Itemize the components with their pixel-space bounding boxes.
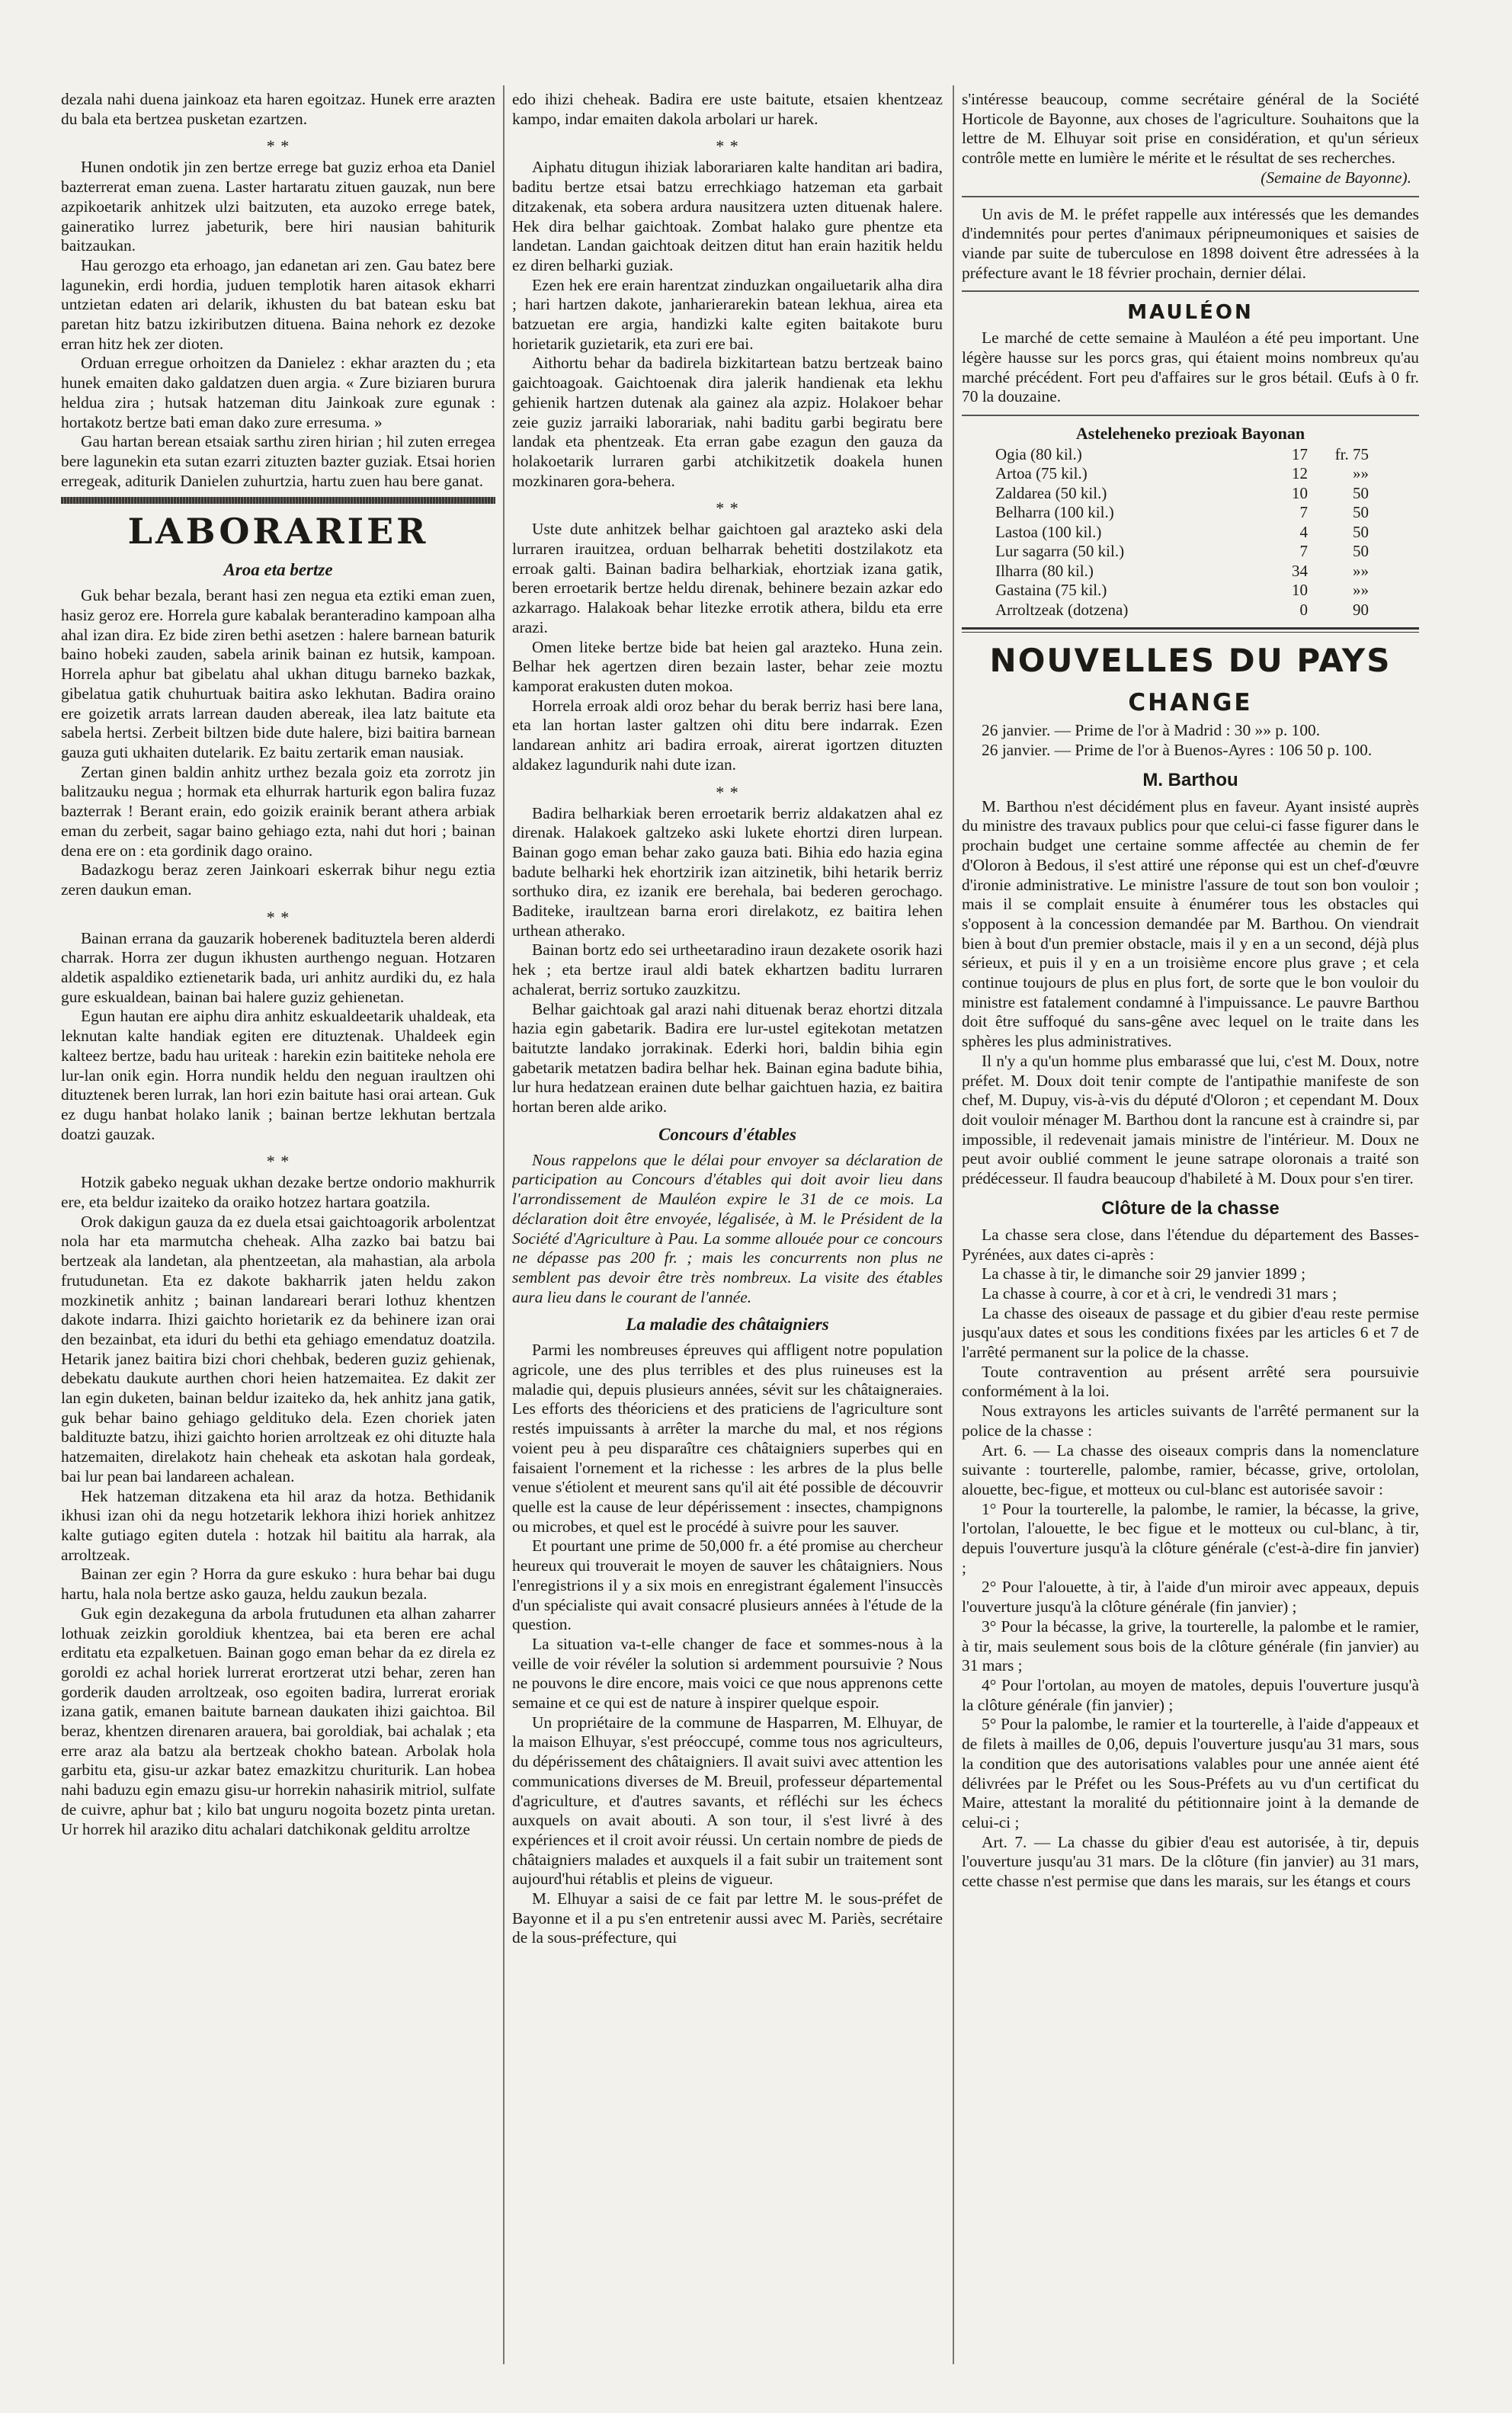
maladie-heading: La maladie des châtaigniers [626,1315,829,1335]
price-row: Belharra (100 kil.) 7 50 [995,503,1369,522]
chasse-paragraph: La chasse des oiseaux de passage et du gibier d'eau reste permise jusqu'aux dates et sous les conditions fixées par les articles 6 et 7 de l'arrêté permanent sur la police de la chasse. [962,1303,1419,1362]
barthou-paragraph: M. Barthou n'est décidément plus en faveur. Ayant insisté auprès du ministre des travaux publics pour que celui-ci fasse figurer dans le prochain budget une certaine somme affectée au chemin de fer d'Oloron à Bedous, il s'est attiré une réponse qui est un chef-d'œuvre d'ironie administrative. Le ministre l'assure de tout son bon vouloir ; mais il se complait ensuite à énumérer tous les obstacles qui s'opposent à la concession demandée par M. Barthou. On viendrait bien à bout d'un premier obstacle, mais il y en a un second, déjà plus sérieux, et puis il y en a un troisième encore plus grave ; et cela continue toujours de plus en plus fort, de sorte que le bon vouloir du ministre est fatalement condamné à l'impuissance. Le pauvre Barthou doit être suffoqué du sans-gêne avec lequel on le traite dans les sphères les plus administratives. [962,796,1419,1051]
maladie-paragraph: M. Elhuyar a saisi de ce fait par lettre M. le sous-préfet de Bayonne et il a pu s'en entretenir aussi avec M. Pariès, secrétaire de la sous-préfecture, qui [512,1889,943,1947]
mauleon-paragraph: Le marché de cette semaine à Mauléon a été peu important. Une légère hausse sur les porcs gras, qui étaient moins nombreux qu'au marché précédent. Fort peu d'affaires sur le gros bétail. Œufs à 0 fr. 70 la douzaine. [962,328,1419,406]
chasse-paragraph: La chasse à tir, le dimanche soir 29 janvier 1899 ; [982,1264,1306,1283]
maladie-paragraph: Et pourtant une prime de 50,000 fr. a été promise au chercheur heureux qui trouverait le moyen de sauver les châtaigniers. Nous l'enregistrions il y a six mois en enregistrant également l'insuccès d'un spécialiste qui avait consacré plusieurs années à l'étude de la question. [512,1537,943,1634]
change-heading: CHANGE [1128,689,1253,717]
aroa-paragraph: Bainan errana da gauzarik hoberenek badituztela beren alderdi charrak. Horra zer dugun ikhusten aurthengo neguan. Hotzaren aldetik aspaldiko eztienetarik bada, uri anhitz aurdiki du, ez hala gure eskualdean, bainan bai halere guziz gehienetan. [61,928,495,1006]
mauleon-heading: MAULÉON [1127,301,1254,325]
column-rule-1 [503,85,505,2364]
aroa-paragraph: Guk behar bezala, berant hasi zen negua eta eztiki eman zuen, hasiz geroz ere. Horrela gure kabalak beranteradino kampoan alha ahal izan dira. Ez bide ziren bethi asetzen : halere barnean baturik baino hobeki zauden, sabela arinik bainan ez hutsik, kampoan. Horrela aphur bat gibelatu ahal ukhan ditugu barneko bazkak, gibelatua gatik chuhurtuak baitira asko lekhutan. Badira oraino ere goizetik arrats larrean dauden abereak, ilea latz baitute eta sabela hertsi. Zerbeit biltzen bide dute halere, bizi baitira barnean gauza guti ukhaiten dutelarik. Ez baitu zertarik eman nausiak. [61,586,495,761]
aroa-paragraph: Orok dakigun gauza da ez duela etsai gaichtoagorik arbolentzat nola har eta marmutcha cheheak. Alha zazko bai batzu bai bertzeak ala landetan, ala phentzeetan, ala mahastian, ala arbola frutudunetan. Eta ez dakote bakharrik jaten heldu zakon mozkinetik anhitz ; bainan landareari berari lothuz khentzen dakote indarra. Ihizi gaichto horietarik ez da behinere izan orai den bezainbat, eta iduri du bethi eta gehiago emendatuz doatzila. Hetarik janez baitira bizi chori chehbak, bederen guziz gehienak, debekatu daukute aurthen chori heien hatzemaitea. Ez dakit zer lan egin duketen, bainan beldur izaiteko da, hek anhitz jana gatik, guk behar baino gehiago gelditukо dela. Ezen choriek jaten baldituzte batzu, ihizi gaichto horien arroltzeak ez ohi dituzte hala hatzemaiten, direlakotz hain cheheak eta askotan hala gordeak, bai lur pean bai landareen achalean. [61,1212,495,1485]
price-row: Lur sagarra (50 kil.) 7 50 [995,542,1369,561]
chasse-paragraph: La chasse à courre, à cor et à cri, le vendredi 31 mars ; [982,1283,1337,1303]
chasse-paragraph: 3° Pour la bécasse, la grive, la tourterelle, la palombe et le ramier, à tir, mais seulement sous bois de la clôture générale (fin janvier) au 31 mars ; [962,1617,1419,1675]
section-separator: * * [266,1152,290,1171]
laborarier-heading: LABORARIER [127,511,429,553]
column-rule-2 [953,85,954,2364]
section-separator: * * [716,782,739,802]
price-row: Gastaina (75 kil.) 10 »» [995,581,1369,600]
aroa-paragraph: Badazkogu beraz zeren Jainkoari eskerrak bihur negu eztia zeren daukun eman. [61,860,495,899]
price-row: Ogia (80 kil.) 17 fr. 75 [995,444,1369,463]
chasse-paragraph: Nous extrayons les articles suivants de l'arrêté permanent sur la police de la chasse : [962,1402,1419,1440]
price-row: Arroltzeak (dotzena) 0 90 [995,600,1369,619]
section-divider [61,497,495,504]
aroa-paragraph: Guk egin dezakeguna da arbola frutudunen eta alhan zaharrer lothuak zeizkin goroldiuk khentzea, bai eta beren ere achal erditatu eta ezpalketuen. Bainan gogo eman behar da ez direla ez goroldi ez achal horiek lurrerat erortzerat utzi behar, zeren han gorderik dauden arroltzeak, oso egoiten badira, lurrerat eroriak izana gatik, emanen baitute barnean daukaten ihizi gaichtoa. Bil beraz, khentzen direnaren arauera, bai goroldiak, bai achalak ; eta erre araz ala batzu ala bertzeak chokho batean. Arbolak hola garbitu eta, gisu-ur azkar batez emazkitzu churiturik. Lan hobea nahi baduzu egin emazu gisu-ur horrekin nahasirik mitriol, sulfate de cuivre, aphur bat ; kilo bat unguru nogoita bozetz pinta uretan. Ur horrek hil araziko ditu achalari datchikonak gelditu arroltze [61,1604,495,1838]
section-separator: * * [716,498,739,518]
nouvelles-heading: NOUVELLES DU PAYS [989,642,1392,680]
column-1 [61,90,495,2364]
barthou-paragraph: Il n'y a qu'un homme plus embarassé que lui, c'est M. Doux, notre préfet. M. Doux doit tenir compte de l'antipathie manifeste de son chef, M. Dupuy, vis-à-vis du député d'Oloron ; et cependant M. Doux doit vouloir ménager M. Barthou dont la rancune est à craindre si, par impossible, il redevenait jamais ministre de l'intérieur. M. Doux ne peut avoir oublié comment le jeune satrape oloronais a traité son prédécesseur. Il faudra beaucoup d'habileté à M. Doux pour s'en tirer. [962,1051,1419,1188]
divider [962,290,1419,292]
continued-paragraph: s'intéresse beaucoup, comme secrétaire général de la Société Horticole de Bayonne, aux choses de l'agriculture. Souhaitons que la lettre de M. Elhuyar soit prise en considération, et qu'un sérieux contrôle mette en lumière le mérite et le résultat de ses recherches. [962,90,1419,168]
price-row: Ilharra (80 kil.) 34 »» [995,561,1369,580]
prices-heading: Asteleheneko prezioak Bayonan [1075,424,1305,444]
concours-heading: Concours d'étables [658,1124,796,1144]
divider [962,415,1419,416]
chasse-paragraph: 4° Pour l'ortolan, au moyen de matoles, depuis l'ouverture jusqu'à la clôture générale (fin janvier) ; [962,1675,1419,1714]
avis-paragraph: Un avis de M. le préfet rappelle aux intéressés que les demandes d'indemnités pour pertes d'animaux péripneumoniques et saisies de viande par suite de tuberculose en 1898 doivent être adressées à la préfecture avant le 18 février prochain, dernier délai. [962,204,1419,282]
change-paragraph: 26 janvier. — Prime de l'or à Buenos-Ayres : 106 50 p. 100. [982,741,1373,760]
divider [962,627,1419,633]
price-row: Lastoa (100 kil.) 4 50 [995,522,1369,541]
aroa-paragraph: Zertan ginen baldin anhitz urthez bezala goiz eta zorrotz jin balitzauku negua ; hormak eta elhurrak harturik egon balira fuzaz bazterrak ! Berant erain, edo goizik erainik berant athera arbiak eman du zerbeit, sagar baino gehiago ezta, nahi dut hori ; bainan dena ere on : eta gordinik dago oraino. [61,762,495,860]
divider [962,196,1419,197]
price-row: Zaldarea (50 kil.) 10 50 [995,483,1369,502]
belhar-paragraph: Aithortu behar da badirela bizkitartean batzu bertzeak baino gaichtoagoak. Gaichtoenak dira jalerik handienak eta lekhu gehienik hartzen dutenak ala gainez ala azpiz. Holakoer behar zeie guziz jarraiki laborariak, nahi baditu garbi begiratu bere landak eta phentzeak. Eta erran gabe ezagun den gauza da holakoetarik lurraren garbi atchikitzetik doakela hunen mozkinaren gora-behera. [512,354,943,490]
price-row: Artoa (75 kil.) 12 »» [995,464,1369,483]
chasse-paragraph: 2° Pour l'alouette, à tir, à l'aide d'un miroir avec appeaux, depuis l'ouverture jusqu'à la clôture générale (fin janvier) ; [962,1578,1419,1617]
intro-paragraph: dezala nahi duena jainkoaz eta haren egoitzaz. Hunek erre arazten du bala eta bertzea pusketan ezartzen. [61,90,495,128]
maladie-paragraph: Un propriétaire de la commune de Hasparren, M. Elhuyar, de la maison Elhuyar, s'est préoccupé, comme tous nos agriculteurs, du dépérissement des châtaigniers. Il avait suivi avec attention les communications diverses de M. Breuil, professeur départemental d'agriculture, et d'autres savants, et réfléchi sur les échecs auxquels on avait abouti. A son tour, il s'est livré à des expériences et il croit avoir réussi. Un certain nombre de pieds de châtaigniers malades et auxquels il a fait subir un traitement sont aujourd'hui rétablis et pleins de vigueur. [512,1713,943,1889]
chasse-paragraph: 1° Pour la tourterelle, la palombe, le ramier, la bécasse, la grive, l'ortolan, l'alouette, le bec figue et le motteux ou cul-blanc, à tir, depuis l'ouverture jusqu'à la clôture générale (c'est-à-dire fin janvier) ; [962,1499,1419,1577]
belhar-paragraph: Aiphatu ditugun ihiziak laborariaren kalte handitan ari badira, baditu bertze etsai batzu errechkiago hatzeman eta garbait ditzakenak, eta sobera ardura nausitzera uzten dituenak halere. Hek dira belhar gaichtoak. Zombat halako gure phentze eta landetan. Landan gaichtoak deitzen ditut han erain hazitik heldu ez diren belharki guziak. [512,158,943,274]
belhar-paragraph: Badira belharkiak beren erroetarik berriz aldakatzen ahal ez direnak. Halakoek galtzeko aski lukete ehortzi diren lurpean. Bainan gogo eman behar zako gauza bati. Bihia edo hazia egina badute belharki hek ehortzirik izan aitzinetik, bihi hetarik berriz sorthuko dira, ez izanik ere berehala, bai bederen gerochago. Baditeke, iraultzean barna erori direlakotz, ez baitira lehen urthean atherako. [512,803,943,940]
section-separator: * * [266,136,290,156]
story-paragraph: Gau hartan berean etsaiak sarthu ziren hirian ; hil zuten erregea bere lagunekin eta sutan ezarri zituzten bazter guziak. Etsai horien erregeak, aditurik Danielen zuhurtzia, hartu zuen hau bere ganat. [61,432,495,490]
concours-paragraph: Nous rappelons que le délai pour envoyer sa déclaration de participation au Concours d'étables qui doit avoir lieu dans l'arrondissement de Mauléon expire le 31 de ce mois. La déclaration doit être envoyée, légalisée, à M. le Président de la Société d'Agriculture à Pau. La somme allouée pour ce concours ne dépasse pas 200 fr. ; mais les concurrents non plus ne semblent pas devoir être très nombreux. La visite des étables aura lieu dans le courant de l'année. [512,1150,943,1306]
maladie-paragraph: La situation va-t-elle changer de face et sommes-nous à la veille de voir révéler la solution si ardemment poursuivie ? Nous ne pouvons le dire encore, mais voici ce que nous apprenons cette semaine et ce qui est de nature à inspirer quelque espoir. [512,1634,943,1713]
chasse-heading: Clôture de la chasse [1101,1197,1280,1219]
belhar-paragraph: Horrela erroak aldi oroz behar du berak berriz hasi bere lana, eta lan hortan laster galtzen ohi ditu bere indarrak. Ezen landarean anhitz ari badira erroak, airerat igortzen dituzten aldakez lagundurik nahi dute izan. [512,696,943,774]
column-2 [512,90,943,2364]
aroa-paragraph: Hotzik gabeko neguak ukhan dezake bertze ondorio makhurrik ere, eta beldur izaiteko da oraiko hotzez hartara goatzila. [61,1173,495,1212]
belhar-paragraph: Bainan bortz edo sei urtheetaradino iraun dezakete osorik hazi hek ; eta bertze iraul aldi batek ekhartzen baditu lurraren achalerat, berriz sortuko zauzkitzu. [512,941,943,998]
price-list [962,445,1419,620]
aroa-paragraph: Egun hautan ere aiphu dira anhitz eskualdeetarik uhaldeak, eta leknutan kalte handiak egiten ere dituztenak. Uhaldeek egin kalteez bertze, badu hau uriteak : harekin ezin baititeke nehola ere lur-lan onik egin. Horra nundik heldu den neguan iraultzen ohi dituztenek beren lurrak, lan hori ezin baitute hasi orai artean. Guk ez dugu hanbat holako lanik ; bainan bertze lekhutan bertzala doatzi gauzak. [61,1007,495,1143]
story-paragraph: Orduan erregue orhoitzen da Danielez : ekhar arazten du ; eta hunek emaiten dako galdatzen duen argia. « Zure biziaren burura heldua zira ; hutsak hatzeman ditu Jainkoak zure egunak : hortakotz bertze bati eman dako zure erresuma. » [61,354,495,431]
barthou-heading: M. Barthou [1142,769,1238,790]
chasse-paragraph: Art. 7. — La chasse du gibier d'eau est autorisée, à tir, depuis l'ouverture jusqu'au 31 mars. De la clôture (fin janvier) au 31 mars, cette chasse n'est permise que dans les marais, sur les étangs et cours [962,1832,1419,1891]
chasse-paragraph: Toute contravention au présent arrêté sera poursuivie conformément à la loi. [962,1362,1419,1401]
aroa-paragraph: Hek hatzeman ditzakena eta hil araz da hotza. Bethidanik ikhusi izan ohi da negu hotzetarik lekhora ihizi horiek anhitzez kalte gutiago egiten dutela : hotzak hil baititu ala harrak, ala arroltzeak. [61,1486,495,1564]
belhar-paragraph: Uste dute anhitzek belhar gaichtoen gal arazteko aski dela lurraren irauitzea, orduan belharrak behetiti dostzilakotz eta erroak galti. Bainan badira belharkiak, ehortziak izana gatik, beren erroetarik bertze heldu direnak, behinere bezain azkar edo azkarrago. Halakoak behar litezke errotik athera, bildu eta erre arazi. [512,520,943,636]
section-separator: * * [716,136,739,156]
change-paragraph: 26 janvier. — Prime de l'or à Madrid : 30 »» p. 100. [982,721,1321,740]
story-paragraph: Hunen ondotik jin zen bertze errege bat guziz erhoa eta Daniel bazterrerat eman zuena. Laster hartaratu zituen gauzak, nun bere azpikoetarik anhitzek ulzi baitzuten, eta auzoko errege batek, gaineratiko lurrez jabeturik, bere hiri nausian bahiturik baitzaukan. [61,158,495,255]
column-3 [962,90,1419,2364]
story-paragraph: Hau gerozgo eta erhoago, jan edanetan ari zen. Gau batez bere lagunekin, erdi hordia, juduen templotik haren aitasok ekharri untzietan edaten ari delarik, ikhusten du bat batean esku bat paretan hitz batzu izkiributzen dituena. Baina nehork ez dezoke erran hitz hek zer dioten. [61,255,495,353]
section-separator: * * [266,907,290,927]
aroa-subheading: Aroa eta bertze [223,560,333,580]
chasse-paragraph: Art. 6. — La chasse des oiseaux compris dans la nomenclature suivante : tourterelle, palombe, ramier, bécasse, grive, ortololan, alouette, bec-figue, et motteux ou cul-blanc est autorisée savoir : [962,1440,1419,1498]
chasse-paragraph: 5° Pour la palombe, le ramier et la tourterelle, à l'aide d'appeaux et de filets à mailles de 0,06, depuis l'ouverture jusqu'au 31 mars, sous la condition que des autorisations valables pour une année aient été délivrées par le Préfet ou les Sous-Préfets au vu d'un certificat du Maire, attestant la moralité du pétitionnaire joint à la demande de celui-ci ; [962,1715,1419,1831]
belhar-paragraph: Belhar gaichtoak gal arazi nahi dituenak beraz ehortzi ditzala hazia egin gabetarik. Badira ere lur-ustel egitekotan metatzen baitutzte landako jorrakinak. Ederki hori, baldin bihia egin gabetarik metatzen badira belhar hek. Bainan egina badute bihia, lur hura hedatzean erainen dute belhar gaichtuen hazia, ez baitira hortan beren alde ariko. [512,999,943,1117]
continued-paragraph: edo ihizi cheheak. Badira ere uste baitute, etsaien khentzeaz kampo, indar emaiten dakola arbolari ur harek. [512,90,943,128]
belhar-paragraph: Ezen hek ere erain harentzat zinduzkan ongailuetarik alha dira ; hari hartzen dakote, janharierarekin batean lekhua, airea eta batzuetan ere argia, handizki kalte egiten baitakote buru horietarik guzietarik, eta zuri ere bai. [512,275,943,353]
source-credit: (Semaine de Bayonne). [1261,168,1411,187]
maladie-paragraph: Parmi les nombreuses épreuves qui affligent notre population agricole, une des plus terribles et des plus ruineuses est la maladie qui, depuis plusieurs années, sévit sur les châtaigneraies. Les efforts des théoriciens et des praticiens de l'agriculture sont restés impuissants à arrêter la marche du mal, et nos régions voient peu à peu disparaître ces châtaigniers superbes qui en faisaient l'ornement et la richesse : les arbres de la plus belle venue s'étiolent et meurent sans qu'il ait été possible de découvrir quelle est la cause de leur dépérissement : insectes, champignons ou microbes, et quel est le procédé à suivre pour les sauver. [512,1341,943,1536]
chasse-paragraph: La chasse sera close, dans l'étendue du département des Basses-Pyrénées, aux dates ci-après : [962,1225,1419,1264]
aroa-paragraph: Bainan zer egin ? Horra da gure eskuko : hura behar bai dugu hartu, hala nola bertze asko gauza, heldu zaukun bezala. [61,1565,495,1604]
belhar-paragraph: Omen liteke bertze bide bat heien gal arazteko. Huna zein. Belhar hek agertzen diren bezain laster, behar zeie moztu kamporat erakusten duten mokoa. [512,637,943,695]
